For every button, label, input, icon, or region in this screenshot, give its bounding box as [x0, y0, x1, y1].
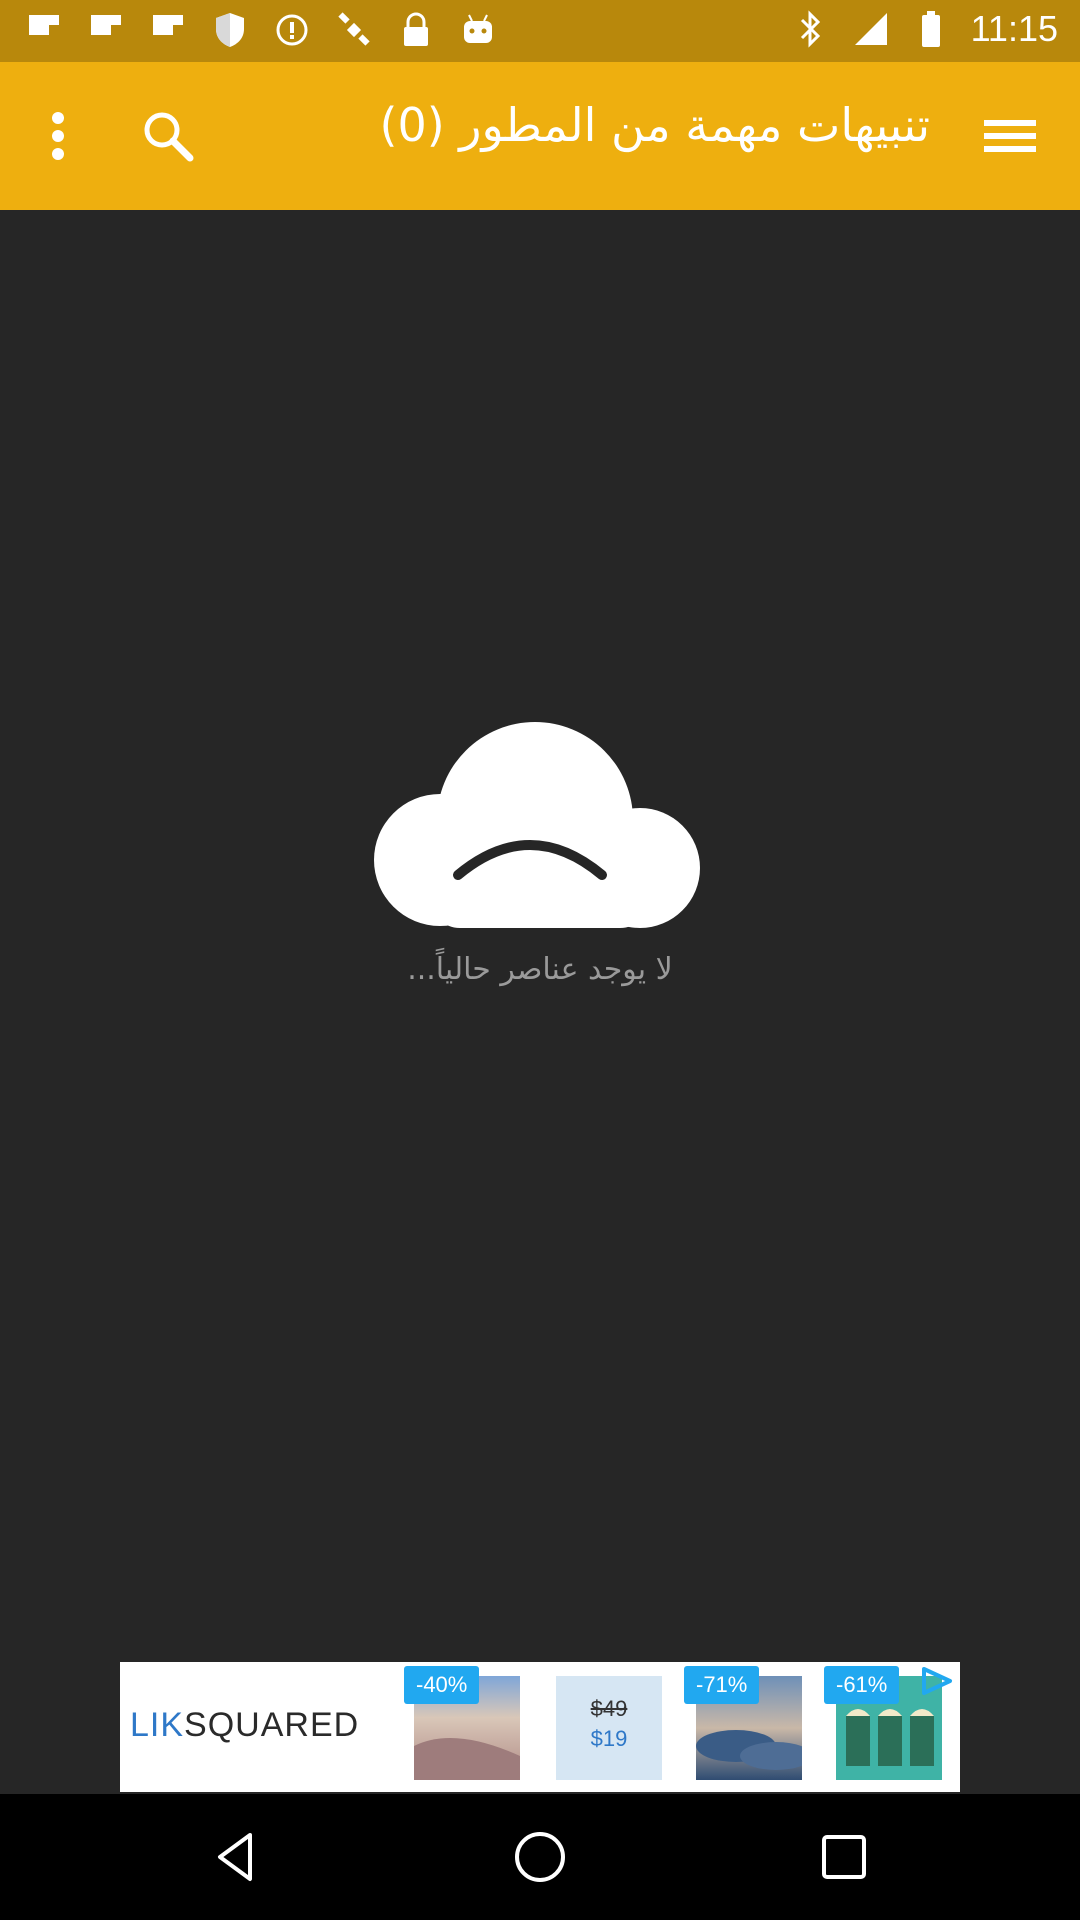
recents-square-icon — [814, 1827, 874, 1887]
status-bar — [0, 0, 1080, 62]
flipboard-icon — [148, 10, 188, 50]
ad-badge-3: -71% — [684, 1666, 759, 1704]
bluetooth-icon — [791, 9, 831, 49]
flipboard-icon — [86, 10, 126, 50]
ad-logo — [130, 1706, 359, 1745]
ad-brand-prefix: LIK — [130, 1706, 185, 1744]
ad-new-price: $19 — [590, 1726, 628, 1751]
ad-old-price: $49 — [590, 1696, 628, 1721]
ad-brand-suffix: SQUARED — [184, 1706, 360, 1744]
search-icon — [138, 106, 198, 166]
status-time: 11:15 — [970, 8, 1058, 49]
back-triangle-icon — [206, 1827, 266, 1887]
system-nav-bar — [0, 1794, 1080, 1920]
signal-icon — [851, 9, 891, 49]
ad-card-2[interactable] — [556, 1676, 662, 1780]
recents-button[interactable] — [814, 1827, 874, 1887]
status-right-icons — [791, 8, 1058, 50]
lock-icon — [396, 10, 436, 50]
page-title: تنبيهات مهمة من المطور (0) — [379, 98, 930, 152]
ad-badge-4: -61% — [824, 1666, 899, 1704]
app-bar — [0, 62, 1080, 210]
sad-cloud-icon — [370, 720, 710, 930]
ad-choices-icon[interactable] — [918, 1666, 954, 1696]
home-circle-icon — [510, 1827, 570, 1887]
satellite-icon — [334, 10, 374, 50]
android-icon — [458, 10, 498, 50]
hamburger-menu-icon — [980, 108, 1040, 164]
empty-state-message: لا يوجد عناصر حالياً... — [407, 952, 673, 987]
alert-circle-icon — [272, 10, 312, 50]
back-button[interactable] — [206, 1827, 266, 1887]
nav-menu-button[interactable] — [980, 108, 1040, 164]
battery-icon — [911, 9, 951, 49]
shield-icon — [210, 10, 250, 50]
status-left-icons — [24, 10, 498, 50]
search-button[interactable] — [138, 106, 198, 166]
more-vert-icon — [30, 106, 86, 166]
overflow-menu-button[interactable] — [30, 106, 86, 166]
flipboard-icon — [24, 10, 64, 50]
ad-badge-1: -40% — [404, 1666, 479, 1704]
home-button[interactable] — [510, 1827, 570, 1887]
ad-banner[interactable] — [120, 1662, 960, 1792]
